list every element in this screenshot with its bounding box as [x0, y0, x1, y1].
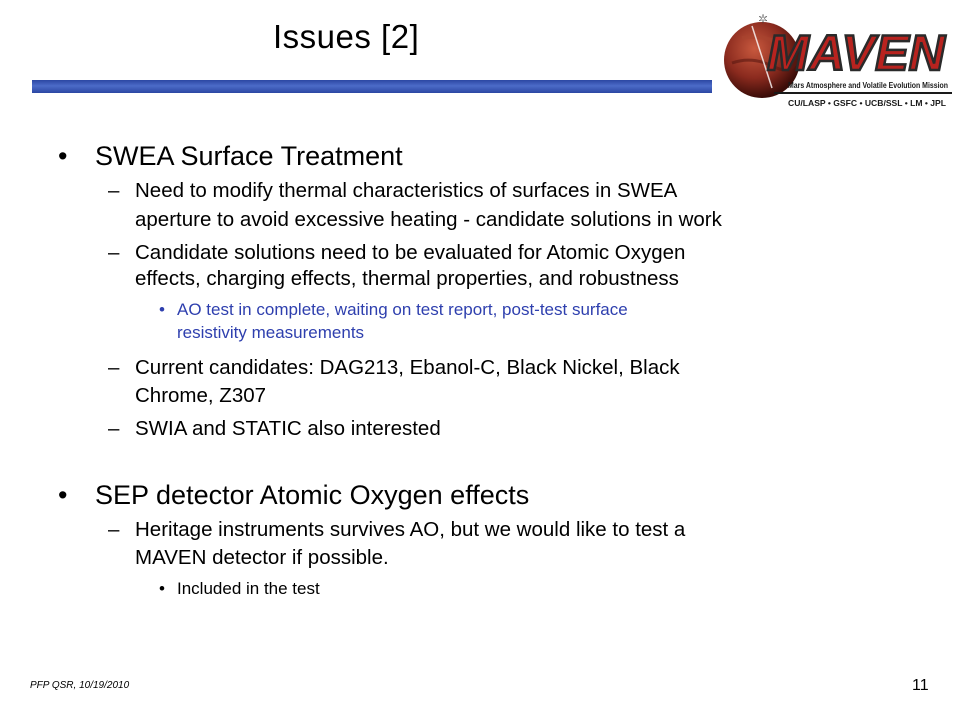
logo-subtitle: Mars Atmosphere and Volatile Evolution Mission	[788, 80, 948, 90]
slide-title: Issues [2]	[273, 18, 420, 55]
bullet-sep-detector-ao-effects	[58, 479, 530, 511]
maven-logo-graphic	[712, 8, 952, 130]
maven-logo	[712, 8, 952, 130]
logo-partners: CU/LASP • GSFC • UCB/SSL • LM • JPL	[788, 98, 946, 108]
bullet-marker: •	[58, 141, 68, 171]
page-number: 11	[912, 677, 929, 694]
title-underline-bar	[32, 80, 712, 93]
sub-item-continued: Chrome, Z307	[135, 384, 267, 407]
section-heading: SWEA Surface Treatment	[95, 141, 403, 171]
sub-item: – SWIA and STATIC also interested	[108, 417, 441, 440]
sub-item-continued: MAVEN detector if possible.	[135, 546, 389, 569]
sub-sub-item: • Included in the test	[159, 579, 320, 598]
sub-item-continued: effects, charging effects, thermal properties, and robustness	[135, 267, 679, 290]
bullet-marker: •	[58, 480, 68, 510]
sub-sub-item-continued: resistivity measurements	[177, 323, 365, 342]
sub-item: – Heritage instruments survives AO, but we would like to test a	[108, 518, 686, 541]
logo-wordmark: MAVEN	[767, 25, 946, 81]
sub-sub-item: • AO test in complete, waiting on test report, post-test surface	[159, 300, 628, 319]
svg-text:✶: ✶	[758, 12, 769, 26]
sub-item: – Candidate solutions need to be evaluated for Atomic Oxygen	[108, 241, 686, 264]
sub-item-continued: aperture to avoid excessive heating - candidate solutions in work	[135, 208, 722, 231]
sub-item: – Current candidates: DAG213, Ebanol-C, Black Nickel, Black	[108, 356, 680, 379]
sub-item: – Need to modify thermal characteristics of surfaces in SWEA	[108, 179, 678, 202]
bullet-swea-surface-treatment	[58, 140, 403, 172]
footer-label: PFP QSR, 10/19/2010	[30, 680, 130, 691]
section-heading: SEP detector Atomic Oxygen effects	[95, 480, 530, 510]
